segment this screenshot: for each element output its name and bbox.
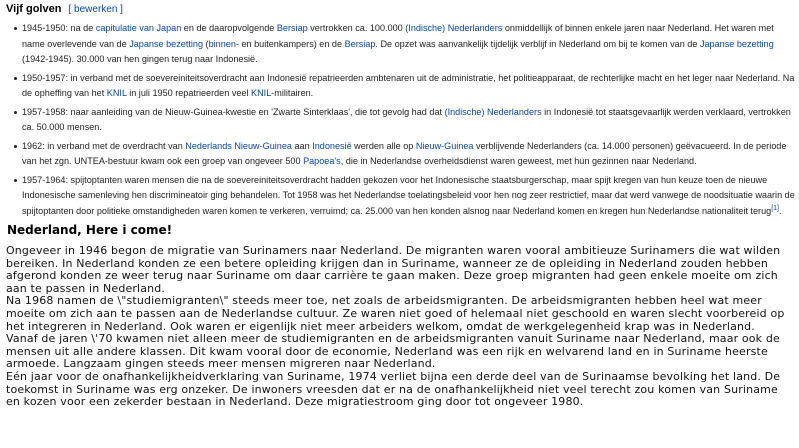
wiki-link[interactable]: Indonesië (312, 140, 352, 151)
paragraph: Na 1968 namen de \"studiemigranten\" steeds meer toe, net zoals de arbeidsmigranten. De arbeidsmigranten hebben heel wat meer moeite om zich aan te passen aan de Nederlandse cultuur. Ze waren niet goed of helemaal niet geschoold en waren slecht voorbereid op het integreren in Nederland. Ook waren er eigenlijk niet meer arbeiders welkom, omdat de werkgelegenheid krap was in Nederland. (6, 294, 785, 333)
paragraph: Eén jaar voor de onafhankelijkheidverklaring van Suriname, 1974 verliet bijna een derde deel van de Surinaamse bevolking het land. De toekomst in Suriname was erg onzeker. De inwoners vreesden dat er na de onafhankelijkheid niet veel terecht zou komen van Suriname en kozen voor een zekerder bestaan in Nederland. Deze migratiestroom ging door tot ongeveer 1980. (6, 369, 781, 409)
wave-text: onmiddellijk of binnen enkele jaren naar Nederland. Het waren met name overlevende van de (22, 23, 774, 49)
wiki-link[interactable]: Nieuw-Guinea (415, 140, 474, 151)
wave-item (14, 139, 795, 170)
bullet-icon (14, 179, 17, 182)
wave-text: . De opzet was aanvankelijk tijdelijk verblijf in Nederland om bij te komen van de (375, 38, 700, 49)
bullet-icon (14, 77, 17, 80)
edit-section-link[interactable]: [ bewerken ] (68, 4, 123, 15)
bullet-icon (14, 111, 17, 114)
wave-text: werden alle op (351, 140, 416, 151)
wave-text: 1957-1964: spijtoptanten waren mensen die na de soevereiniteitsoverdracht hadden gekozen voor het Indonesische staatsburgerschap, maar spijt kregen van hun keuze toen de nieuwe Indonesische samenleving hen discrimineatoir ging behandelen. Tot 1958 was het Nederlandse toelatingsbeleid voor hen nog zeer restrictief, maar dat werd vanwege de noodsituatie waarin de spijtoptanten door politieke omstandigheden waren komen te verkeren, verruimd; ca. 25.000 van hen konden alsnog naar Nederland komen en kregen hun Nederlandse nationaliteit terug (22, 174, 795, 216)
section2-body (6, 245, 795, 409)
wave-text: -militairen. (271, 88, 314, 98)
bullet-icon (14, 145, 17, 148)
wave-text: . (779, 205, 782, 216)
section-heading: Vijf golven (6, 3, 62, 15)
bullet-icon (14, 27, 17, 30)
reference-sup (771, 204, 779, 211)
wave-text: vertrokken ca. 100.000 (307, 23, 406, 33)
section2-title: Nederland, Here i come! (7, 223, 173, 237)
reference-link[interactable]: [1] (771, 204, 779, 212)
wave-text: in Indonesië tot staatsgevaarlijk werden verklaard, vertrokken ca. 50.000 mensen. (22, 106, 791, 132)
wave-text: aan (291, 140, 313, 151)
wiki-link[interactable]: (Indische) Nederlanders (444, 106, 542, 117)
wiki-link[interactable]: (Indische) Nederlanders (405, 23, 503, 33)
wave-text: 1945-1950: na de (22, 23, 96, 33)
wave-text: , die in Nederlandse overheidsdienst waren geweest, met hun gezinnen naar Nederland. (340, 156, 697, 166)
paragraph: Vanaf de jaren \'70 kwamen niet alleen meer de studiemigranten en de arbeidsmigranten vanuit Suriname naar Nederland, maar ook de mensen uit alle andere klassen. Dit kwam vooral door de economie, Nederland was een rijk en welvarend land en in Suriname heerste armoede. Langzaam gingen steeds meer mensen migreren naar Nederland. (6, 332, 780, 371)
wiki-link[interactable]: Bersiap (344, 38, 376, 49)
wave-item (14, 105, 795, 136)
wave-text: in juli 1950 repatrieerden veel (126, 88, 252, 98)
paragraph: Ongeveer in 1946 begon de migratie van Surinamers naar Nederland. De migranten waren vooral ambitieuze Surinamers die wat wilden bereiken. In Nederland konden ze een betere opleiding krijgen dan in Suriname, wanneer ze de opleiding in Nederland zouden hebben afgerond konden ze weer terug naar Suriname om daar carrière te gaan maken. Deze groep migranten had geen enkele moeite om zich aan te passen in Nederland. (6, 244, 781, 295)
wave-text: en buitenkampers) en de (238, 38, 345, 49)
wiki-link[interactable]: KNIL (106, 88, 127, 98)
waves-list (6, 21, 795, 219)
wave-text: ( (203, 38, 209, 49)
wiki-link[interactable]: Japanse bezetting (129, 38, 204, 49)
wiki-link[interactable]: Papoea's (303, 156, 341, 166)
wiki-link[interactable]: Bersiap (276, 23, 308, 33)
wave-item (14, 21, 795, 68)
wiki-link[interactable]: capitulatie van Japan (95, 23, 182, 33)
wave-text: en de daaropvolgende (181, 23, 277, 33)
wiki-link[interactable]: Nederlands Nieuw-Guinea (185, 140, 292, 151)
wiki-link[interactable]: Japanse bezetting (699, 38, 774, 49)
wave-text: 1957-1958: naar aanleiding van de Nieuw-Guinea-kwestie en 'Zwarte Sinterklaas', die tot gevolg had dat (22, 106, 445, 117)
wave-text: (1942-1945). 30.000 van hen gingen terug naar Indonesië. (22, 54, 258, 64)
wave-item (14, 173, 795, 220)
wave-item (14, 71, 795, 102)
wave-text: verblijvende Nederlanders (ca. 14.000 personen) geëvacueerd. In de periode van het zgn. UNTEA-bestuur kwam ook een groep van ongeveer 500 (22, 140, 787, 166)
wave-text: 1950-1957: in verband met de soevereiniteitsoverdracht aan Indonesië repatrieerden ambtenaren uit de administratie, het politieapparaat, de rechterlijke macht en het leger naar Nederland. Na de opheffing van het (22, 72, 795, 98)
section-heading-row (6, 2, 795, 17)
wiki-link[interactable]: binnen- (208, 38, 239, 49)
section-nederland (6, 222, 795, 409)
wave-text: 1962: in verband met de overdracht van (22, 140, 186, 151)
wiki-link[interactable]: KNIL (251, 88, 272, 98)
